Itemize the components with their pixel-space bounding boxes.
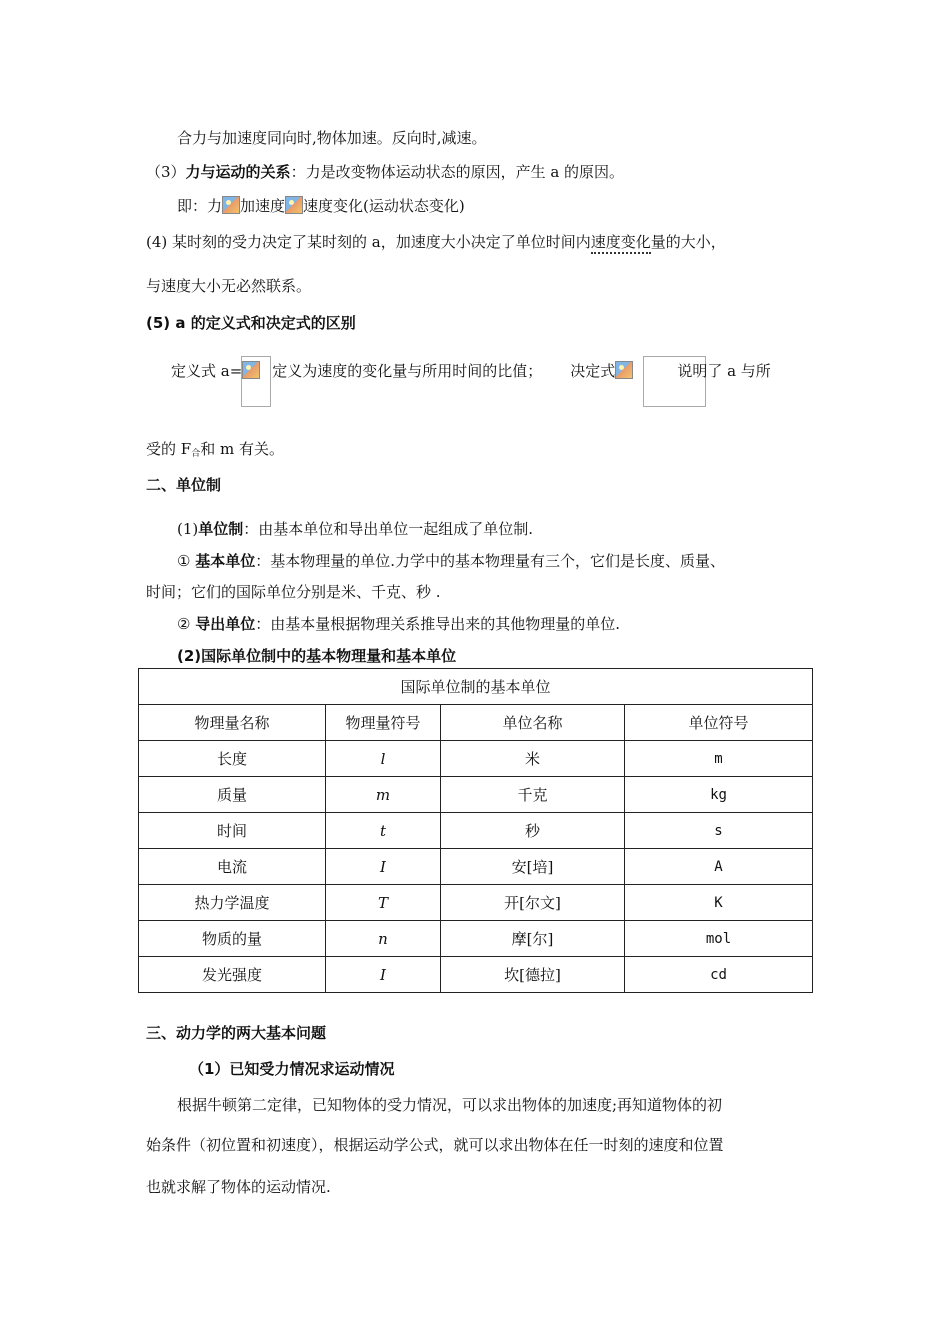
header-cell: 单位符号 [625,705,813,741]
chain-accel: 加速度 [240,197,286,215]
arrow-image-icon [285,196,303,214]
unit-symbol: m [625,741,813,777]
unit-name: 秒 [441,813,625,849]
unit-name: 摩[尔] [441,921,625,957]
term-unit-system: 单位制 [198,520,244,538]
table-row [139,885,813,921]
paragraph-newton-line1: 根据牛顿第二定律，已知物体的受力情况，可以求出物体的加速度;再知道物体的初 [177,1096,723,1114]
unit-name: 米 [441,741,625,777]
heading-definition-vs-determination: (5) a 的定义式和决定式的区别 [146,314,356,332]
quantity-name: 热力学温度 [139,885,326,921]
unit-symbol: A [625,849,813,885]
unit-symbol: cd [625,957,813,993]
unit-name: 开[尔文] [441,885,625,921]
chain-force: 即：力 [177,197,223,215]
table-caption: 国际单位制的基本单位 [139,669,813,705]
paragraph-derived-units [177,614,620,634]
paragraph-formulas [171,361,771,381]
paragraph-force-motion [146,162,624,182]
quantity-name: 发光强度 [139,957,326,993]
paragraph-newton-line3: 也就求解了物体的运动情况. [146,1178,331,1196]
unit-symbol: K [625,885,813,921]
item-prefix: （3） [146,163,186,181]
unit-name: 安[培] [441,849,625,885]
quantity-name: 时间 [139,813,326,849]
paragraph-newton-line2: 始条件（初位置和初速度），根据运动学公式，就可以求出物体在任一时刻的速度和位置 [146,1136,724,1154]
paragraph-text: 量的大小， [650,233,726,251]
paragraph-chain [177,196,465,216]
si-base-units-table [138,668,813,993]
quantity-symbol: I [326,957,441,993]
quantity-symbol: T [326,885,441,921]
quantity-name: 电流 [139,849,326,885]
formula-image-icon [615,361,633,379]
quantity-symbol: I [326,849,441,885]
header-cell: 物理量符号 [326,705,441,741]
arrow-image-icon [222,196,240,214]
paragraph-text: ：由基本量根据物理关系推导出来的其他物理量的单位. [255,615,621,633]
quantity-symbol: n [326,921,441,957]
paragraph-base-units [177,551,725,571]
paragraph-text: 说明了 a 与所 [677,362,771,380]
section-heading-units: 二、单位制 [146,476,222,494]
term-base-units: 基本单位 [195,552,256,570]
paragraph-no-relation: 与速度大小无必然联系。 [146,277,312,295]
quantity-symbol: l [326,741,441,777]
paragraph-unit-system [177,519,533,539]
table-header-row [139,705,813,741]
table-row [139,813,813,849]
emphasis-dotted: 速度变化 [591,233,651,254]
unit-name: 坎[德拉] [441,957,625,993]
table-row [139,957,813,993]
formula-image-icon [242,361,260,379]
table-caption-row [139,669,813,705]
chain-velocity: 速度变化(运动状态变化) [303,197,465,215]
paragraph-text: (4) 某时刻的受力决定了某时刻的 a，加速度大小决定了单位时间内 [146,233,591,251]
paragraph-text: 和 m 有关。 [200,440,284,458]
table-row [139,741,813,777]
paragraph-accel-direction: 合力与加速度同向时,物体加速。反向时,减速。 [177,129,487,147]
table-row [139,921,813,957]
paragraph-text: 受的 F [146,440,192,458]
header-cell: 物理量名称 [139,705,326,741]
item-prefix: ② [177,615,196,633]
term-derived-units: 导出单位 [195,615,256,633]
item-prefix: (1) [177,520,199,538]
unit-symbol: kg [625,777,813,813]
label-definition: 定义式 a= [171,362,243,380]
quantity-name: 质量 [139,777,326,813]
paragraph-text: ：基本物理量的单位.力学中的基本物理量有三个，它们是长度、质量、 [255,552,726,570]
unit-symbol: s [625,813,813,849]
paragraph-text: ：由基本单位和导出单位一起组成了单位制. [243,520,534,538]
quantity-name: 长度 [139,741,326,777]
quantity-symbol: m [326,777,441,813]
unit-symbol: mol [625,921,813,957]
subscript-net: 合 [191,449,201,459]
item-prefix: ① [177,552,196,570]
heading-si-table: (2)国际单位制中的基本物理量和基本单位 [177,647,457,665]
paragraph-text: 定义为速度的变化量与所用时间的比值； [272,362,543,380]
paragraph-si-units: 时间；它们的国际单位分别是米、千克、秒 . [146,583,441,601]
table-row [139,849,813,885]
unit-name: 千克 [441,777,625,813]
section-heading-dynamics: 三、动力学的两大基本问题 [146,1024,327,1042]
term-force-motion: 力与运动的关系 [185,163,291,181]
quantity-symbol: t [326,813,441,849]
paragraph-text: ：力是改变物体运动状态的原因，产生 a 的原因。 [290,163,625,181]
paragraph-instant-force [146,232,726,252]
label-determination: 决定式 [570,362,616,380]
table-row [139,777,813,813]
quantity-name: 物质的量 [139,921,326,957]
heading-force-to-motion: （1）已知受力情况求运动情况 [189,1060,395,1078]
paragraph-fnet [146,439,284,464]
header-cell: 单位名称 [441,705,625,741]
